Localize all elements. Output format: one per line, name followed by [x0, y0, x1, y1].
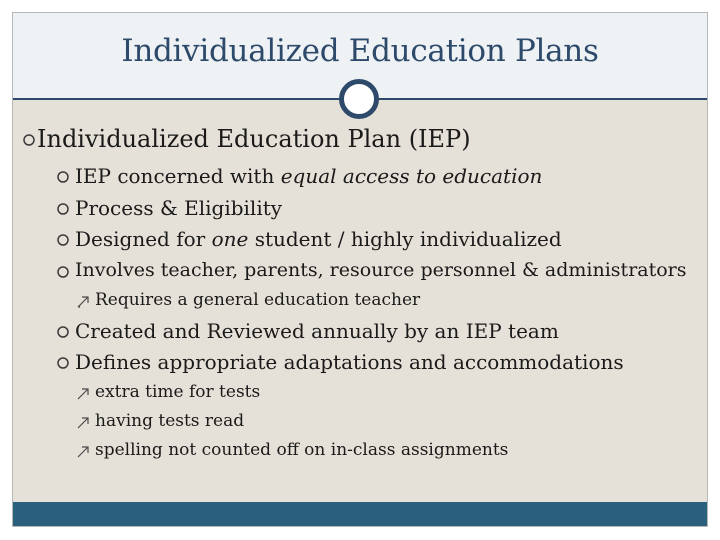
- slide-heading: Individualized Education Plan (IEP): [37, 125, 471, 153]
- slide-title: Individualized Education Plans: [121, 33, 599, 69]
- sub-bullet-text: extra time for tests: [95, 382, 261, 402]
- bullet-text: Created and Reviewed annually by an IEP team: [75, 319, 559, 343]
- open-circle-bullet-icon: [56, 265, 70, 279]
- arrow-bullet-icon: [76, 295, 90, 309]
- sub-bullet-text: Requires a general education teacher: [95, 290, 421, 310]
- bullet-text: Involves teacher, parents, resource personnel & administrators: [75, 259, 687, 281]
- bullet-text: Process & Eligibility: [75, 196, 283, 220]
- bullet-emphasis: equal access to education: [280, 164, 543, 188]
- bullet-text-tail: student / highly individualized: [248, 227, 562, 251]
- open-circle-bullet-icon: [56, 356, 70, 370]
- sub-bullet-text: having tests read: [95, 411, 245, 431]
- dot-bullet-icon: [22, 133, 36, 147]
- bullet-emphasis: one: [211, 227, 249, 251]
- arrow-bullet-icon: [76, 387, 90, 401]
- arrow-bullet-icon: [76, 416, 90, 430]
- open-circle-bullet-icon: [56, 325, 70, 339]
- bullet-text: IEP concerned with: [75, 164, 281, 188]
- bullet-text: Defines appropriate adaptations and accommodations: [75, 350, 624, 374]
- sub-bullet-text: spelling not counted off on in-class assignments: [95, 440, 509, 460]
- bullet-text: Designed for: [75, 227, 212, 251]
- open-circle-bullet-icon: [56, 233, 70, 247]
- arrow-bullet-icon: [76, 445, 90, 459]
- open-circle-bullet-icon: [56, 202, 70, 216]
- open-circle-bullet-icon: [56, 170, 70, 184]
